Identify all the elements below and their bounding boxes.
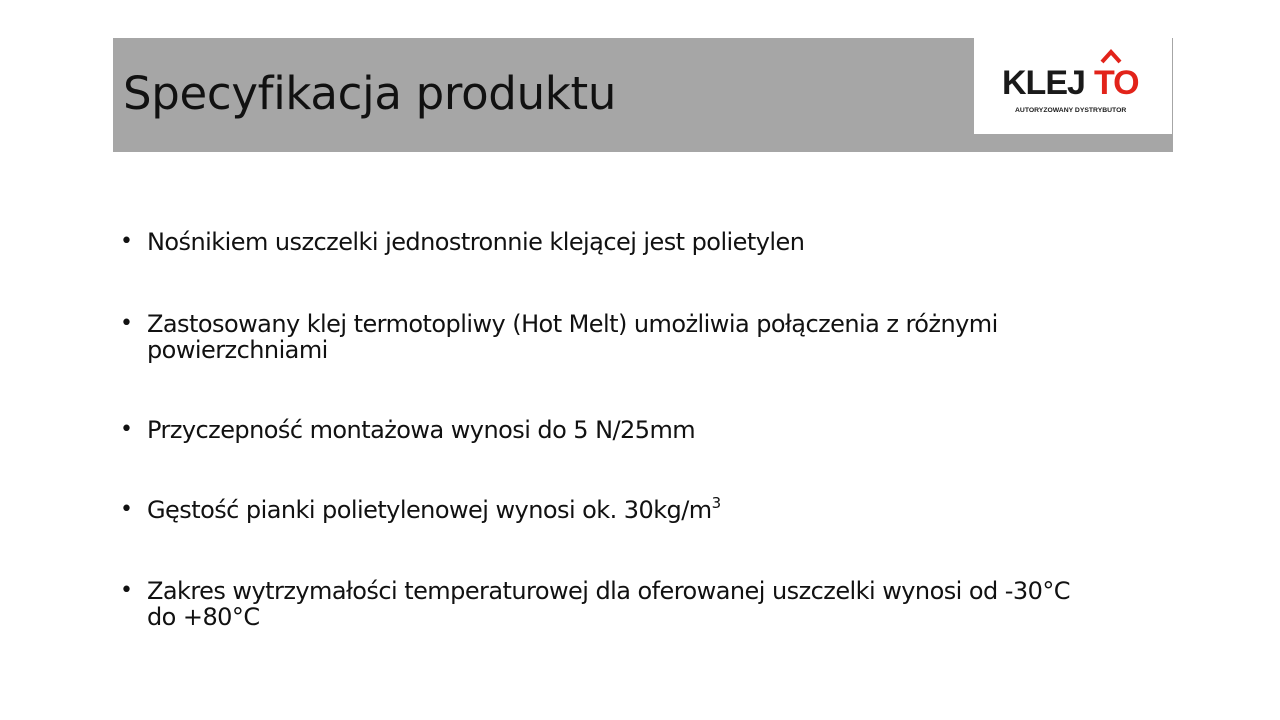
bullet-text-line: powierzchniami <box>147 336 328 364</box>
bullet-dot: • <box>120 417 133 442</box>
bullet-text <box>147 494 721 524</box>
bullet-text-main: Gęstość pianki polietylenowej wynosi ok. 30kg/m <box>147 496 712 524</box>
bullet-text-line: do +80°C <box>147 603 260 631</box>
bullet-text <box>147 311 998 363</box>
bullet-item <box>120 417 1190 443</box>
logo <box>974 38 1172 134</box>
bullet-item <box>120 229 1190 255</box>
logo-wordmark-right: TO <box>1094 64 1139 102</box>
logo-wordmark-left: KLEJ <box>1002 64 1085 102</box>
bullet-dot: • <box>120 497 133 522</box>
bullet-dot: • <box>120 229 133 254</box>
logo-roof-mark <box>1102 52 1120 62</box>
bullet-text: Nośnikiem uszczelki jednostronnie klejącej jest polietylen <box>147 228 805 256</box>
logo-tagline: AUTORYZOWANY DYSTRYBUTOR <box>1015 107 1127 114</box>
bullet-item <box>120 578 1190 630</box>
bullet-dot: • <box>120 311 133 336</box>
bullet-item <box>120 494 1190 524</box>
bullet-text <box>147 578 1070 630</box>
bullet-text-line: Zakres wytrzymałości temperaturowej dla oferowanej uszczelki wynosi od -30°C <box>147 577 1070 605</box>
bullet-item <box>120 311 1190 363</box>
bullet-text: Przyczepność montażowa wynosi do 5 N/25mm <box>147 416 696 444</box>
superscript-exponent: 3 <box>711 494 721 512</box>
bullet-dot: • <box>120 578 133 603</box>
bullet-text-line: Zastosowany klej termotopliwy (Hot Melt) umożliwia połączenia z różnymi <box>147 310 998 338</box>
klejto-logo-graphic <box>974 38 1172 134</box>
page-title: Specyfikacja produktu <box>123 67 617 120</box>
